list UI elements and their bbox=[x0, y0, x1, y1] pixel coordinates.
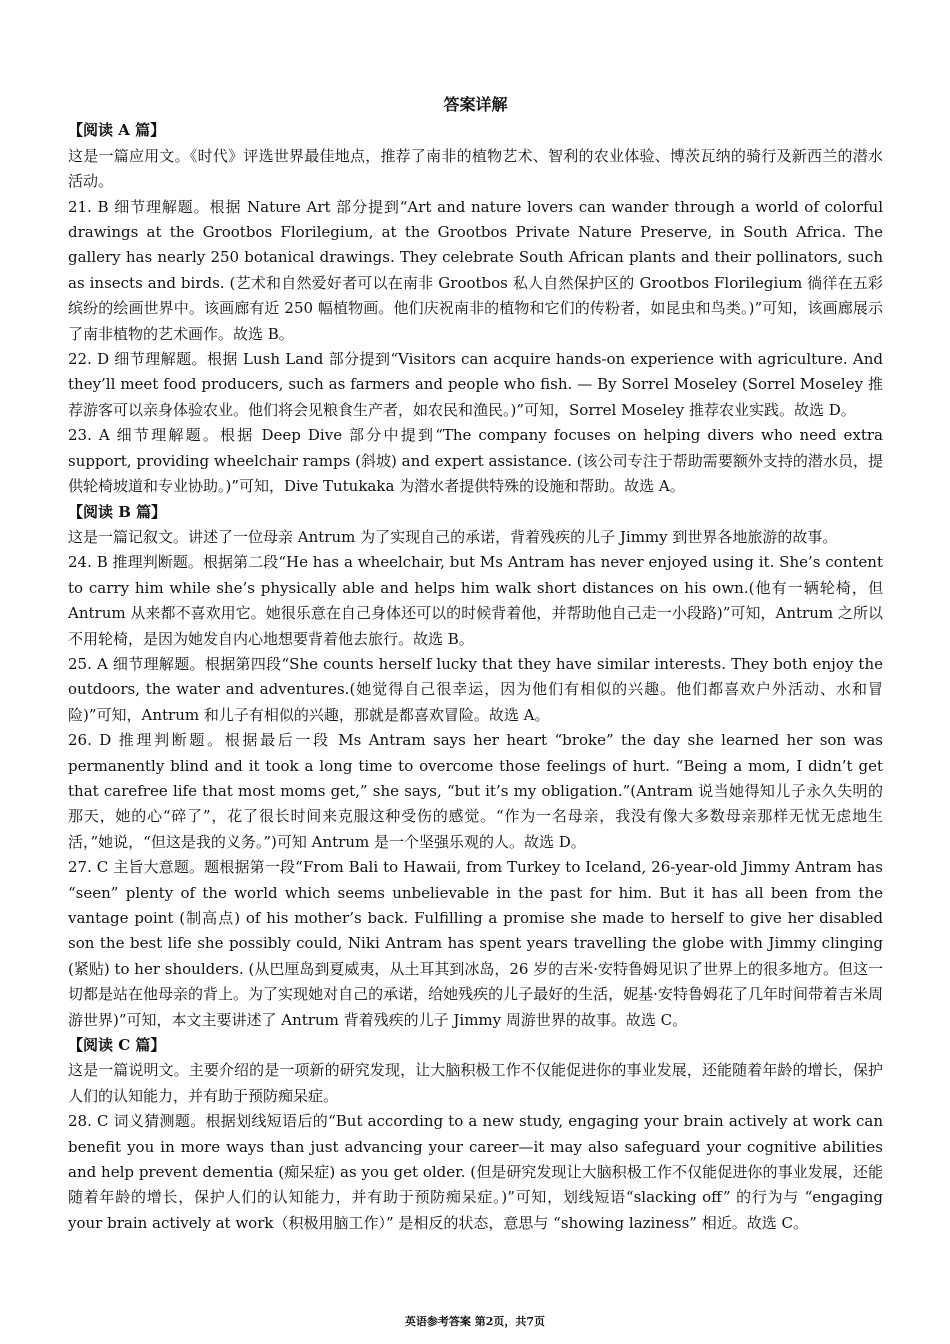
section-heading: 【阅读 C 篇】 bbox=[68, 1036, 166, 1055]
section-heading: 【阅读 B 篇】 bbox=[68, 502, 167, 521]
paragraph: 26. D 推理判断题。根据最后一段 Ms Antram says her heart “broke” the day she learned her son was permanently blind and it took a long time to overcome those feelings of hurt. “Being a mom, I didn’t get that carefree life that most moms get,” she says, “but it’s my obligation.”(Antram 说当她得知儿子永久失明的那天，她的心“碎了”，花了很长时间来克服这种受伤的感觉。“作为一名母亲，我没有像大多数母亲那样无忧无虑地生活，”她说，“但这是我的义务。”)可知 Antrum 是一个坚强乐观的人。故选 D。 bbox=[68, 731, 883, 851]
paragraph: 这是一篇说明文。主要介绍的是一项新的研究发现，让大脑积极工作不仅能促进你的事业发展，还能随着年龄的增长，保护人们的认知能力，并有助于预防痴呆症。 bbox=[68, 1061, 883, 1105]
paragraph: 21. B 细节理解题。根据 Nature Art 部分提到“Art and nature lovers can wander through a world of colorful drawings at the Grootbos Florilegium, at the Grootbos Private Nature Preserve, in South Africa. The gallery has nearly 250 botanical drawings. They celebrate South African plants and their pollinators, such as insects and birds. (艺术和自然爱好者可以在南非 Grootbos 私人自然保护区的 Grootbos Florilegium 徜徉在五彩缤纷的绘画世界中。该画廊有近 250 幅植物画。他们庆祝南非的植物和它们的传粉者，如昆虫和鸟类。)”可知，该画廊展示了南非植物的艺术画作。故选 B。 bbox=[68, 197, 883, 343]
answer-document bbox=[68, 92, 883, 1236]
section-a bbox=[68, 118, 883, 499]
section-b bbox=[68, 500, 883, 1034]
paragraph: 24. B 推理判断题。根据第二段“He has a wheelchair, but Ms Antram has never enjoyed using it. She’s content to carry him while she’s physically able and helps him walk short distances on his own.(他有一辆轮椅，但 Antrum 从来都不喜欢用它。她很乐意在自己身体还可以的时候背着他，并帮助他自己走一小段路)”可知，Antrum 之所以不用轮椅，是因为她发自内心地想要背着他去旅行。故选 B。 bbox=[68, 553, 883, 648]
paragraph: 28. C 词义猜测题。根据划线短语后的“But according to a new study, engaging your brain actively at work can benefit you in more ways than just advancing your career—it may also safeguard your cognitive abilities and help prevent dementia (痴呆症) as you get older. (但是研究发现让大脑积极工作不仅能促进你的事业发展，还能随着年龄的增长，保护人们的认知能力，并有助于预防痴呆症。)”可知，划线短语“slacking off” 的行为与 “engaging your brain actively at work（积极用脑工作）” 是相反的状态，意思与 “showing laziness” 相近。故选 C。 bbox=[68, 1112, 883, 1232]
section-heading: 【阅读 A 篇】 bbox=[68, 121, 166, 140]
section-c bbox=[68, 1033, 883, 1236]
paragraph: 这是一篇记叙文。讲述了一位母亲 Antrum 为了实现自己的承诺，背着残疾的儿子 Jimmy 到世界各地旅游的故事。 bbox=[68, 527, 838, 546]
paragraph: 25. A 细节理解题。根据第四段“She counts herself lucky that they have similar interests. They both enjoy the outdoors, the water and adventures.(她觉得自己很幸运，因为他们有相似的兴趣。他们都喜欢户外活动、水和冒险)”可知，Antrum 和儿子有相似的兴趣，那就是都喜欢冒险。故选 A。 bbox=[68, 654, 883, 724]
page-title: 答案详解 bbox=[443, 95, 508, 114]
paragraph: 22. D 细节理解题。根据 Lush Land 部分提到“Visitors can acquire hands-on experience with agriculture. And they’ll meet food producers, such as farmers and people who fish. — By Sorrel Moseley (Sorrel Moseley 推荐游客可以亲身体验农业。他们将会见粮食生产者，如农民和渔民。)”可知，Sorrel Moseley 推荐农业实践。故选 D。 bbox=[68, 350, 883, 419]
paragraph: 27. C 主旨大意题。题根据第一段“From Bali to Hawaii, from Turkey to Iceland, 26-year-old Jimmy Antram has “seen” plenty of the world which seems unbelievable in the past for him. But it has all been from the vantage point (制高点) of his mother’s back. Fulfilling a promise she made to herself to give her disabled son the best life she possibly could, Niki Antram has spent years travelling the globe with Jimmy clinging (紧贴) to her shoulders. (从巴厘岛到夏威夷，从土耳其到冰岛，26 岁的吉米·安特鲁姆见识了世界上的很多地方。但这一切都是站在他母亲的背上。为了实现她对自己的承诺，给她残疾的儿子最好的生活，妮基·安特鲁姆花了几年时间带着吉米周游世界)”可知，本文主要讲述了 Antrum 背着残疾的儿子 Jimmy 周游世界的故事。故选 C。 bbox=[68, 858, 883, 1029]
paragraph: 23. A 细节理解题。根据 Deep Dive 部分中提到“The company focuses on helping divers who need extra support, providing wheelchair ramps (斜坡) and expert assistance. (该公司专注于帮助需要额外支持的潜水员，提供轮椅坡道和专业协助。)”可知，Dive Tutukaka 为潜水者提供特殊的设施和帮助。故选 A。 bbox=[68, 426, 883, 496]
page-footer: 英语参考答案 第2页，共7页 bbox=[404, 1315, 546, 1328]
paragraph: 这是一篇应用文。《时代》评选世界最佳地点，推荐了南非的植物艺术、智利的农业体验、博茨瓦纳的骑行及新西兰的潜水活动。 bbox=[68, 146, 883, 191]
